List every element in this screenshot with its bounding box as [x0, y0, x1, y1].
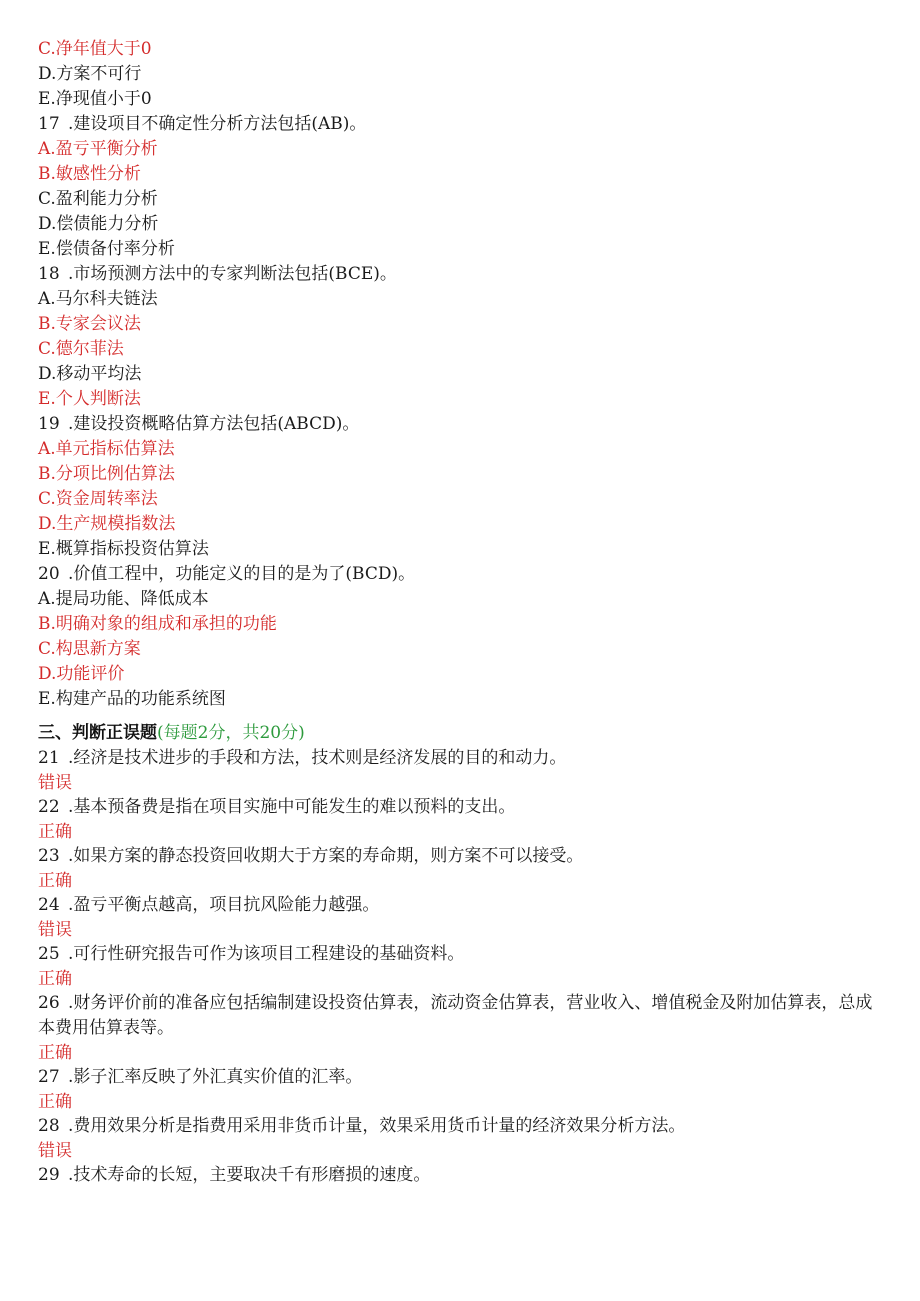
question-number: 23 — [38, 846, 60, 866]
option-line: E.概算指标投资估算法 — [38, 539, 209, 559]
question-stem — [38, 991, 888, 1041]
option-line: D.移动平均法 — [38, 364, 142, 384]
question-stem — [38, 942, 888, 967]
question-number: 27 — [38, 1067, 60, 1087]
option-line: E.个人判断法 — [38, 389, 141, 409]
question-text: .如果方案的静态投资回收期大于方案的寿命期，则方案不可以接受。 — [68, 846, 584, 866]
option-line: C.资金周转率法 — [38, 489, 158, 509]
option-line: A.提局功能、降低成本 — [38, 589, 209, 609]
question-text: .建设投资概略估算方法包括(ABCD)。 — [68, 414, 360, 434]
question-number: 18 — [38, 264, 60, 284]
question-number: 20 — [38, 564, 60, 584]
question-text: .经济是技术进步的手段和方法，技术则是经济发展的目的和动力。 — [68, 748, 567, 768]
question-text: .影子汇率反映了外汇真实价值的汇率。 — [68, 1067, 363, 1087]
option-line: C.构思新方案 — [38, 639, 141, 659]
question-number: 29 — [38, 1165, 60, 1185]
question-stem — [38, 1065, 888, 1090]
answer-label: 正确 — [38, 1043, 72, 1063]
question-stem — [38, 746, 888, 771]
answer-label: 错误 — [38, 1141, 72, 1161]
question-stem — [38, 262, 888, 287]
answer-label: 正确 — [38, 822, 72, 842]
question-number: 25 — [38, 944, 60, 964]
question-stem — [38, 1114, 888, 1139]
question-text: .市场预测方法中的专家判断法包括(BCE)。 — [68, 264, 397, 284]
answer-label: 正确 — [38, 969, 72, 989]
option-line: B.敏感性分析 — [38, 164, 141, 184]
option-line: A.单元指标估算法 — [38, 439, 175, 459]
question-stem — [38, 562, 888, 587]
question-number: 24 — [38, 895, 60, 915]
question-number: 28 — [38, 1116, 60, 1136]
answer-label: 错误 — [38, 920, 72, 940]
option-line: D.方案不可行 — [38, 64, 142, 84]
answer-label: 错误 — [38, 773, 72, 793]
question-text: .价值工程中，功能定义的目的是为了(BCD)。 — [68, 564, 416, 584]
option-line: A.马尔科夫链法 — [38, 289, 158, 309]
option-line: B.专家会议法 — [38, 314, 141, 334]
option-line: D.功能评价 — [38, 664, 125, 684]
option-line: A.盈亏平衡分析 — [38, 139, 158, 159]
section-heading — [38, 721, 888, 746]
section-title: 三、判断正误题 — [38, 723, 157, 743]
question-text: .可行性研究报告可作为该项目工程建设的基础资料。 — [68, 944, 465, 964]
option-line: B.分项比例估算法 — [38, 464, 175, 484]
option-line: E.构建产品的功能系统图 — [38, 689, 226, 709]
question-stem — [38, 893, 888, 918]
question-text: .财务评价前的准备应包括编制建设投资估算表，流动资金估算表，营业收入、增值税金及附加估算表，总成本费用估算表等。 — [38, 993, 873, 1038]
option-line: B.明确对象的组成和承担的功能 — [38, 614, 277, 634]
question-text: .建设项目不确定性分析方法包括(AB)。 — [68, 114, 367, 134]
question-stem — [38, 1163, 888, 1188]
option-line: E.偿债备付率分析 — [38, 239, 175, 259]
exam-page — [38, 37, 888, 1188]
answer-label: 正确 — [38, 871, 72, 891]
question-text: .基本预备费是指在项目实施中可能发生的难以预料的支出。 — [68, 797, 516, 817]
option-line: E.净现值小于0 — [38, 89, 152, 109]
option-line: C.盈利能力分析 — [38, 189, 158, 209]
option-line: D.偿债能力分析 — [38, 214, 159, 234]
option-line: C.德尔菲法 — [38, 339, 124, 359]
question-stem — [38, 795, 888, 820]
question-number: 21 — [38, 748, 60, 768]
question-number: 22 — [38, 797, 60, 817]
question-number: 26 — [38, 993, 60, 1013]
question-stem — [38, 844, 888, 869]
question-number: 17 — [38, 114, 60, 134]
option-line: C.净年值大于0 — [38, 39, 152, 59]
question-stem — [38, 412, 888, 437]
section-scoring-note: (每题2分，共20分) — [157, 723, 305, 743]
question-number: 19 — [38, 414, 60, 434]
option-line: D.生产规模指数法 — [38, 514, 176, 534]
question-text: .技术寿命的长短，主要取决千有形磨损的速度。 — [68, 1165, 431, 1185]
question-stem — [38, 112, 888, 137]
question-text: .盈亏平衡点越高，项目抗风险能力越强。 — [68, 895, 380, 915]
answer-label: 正确 — [38, 1092, 72, 1112]
question-text: .费用效果分析是指费用采用非货币计量，效果采用货币计量的经济效果分析方法。 — [68, 1116, 686, 1136]
